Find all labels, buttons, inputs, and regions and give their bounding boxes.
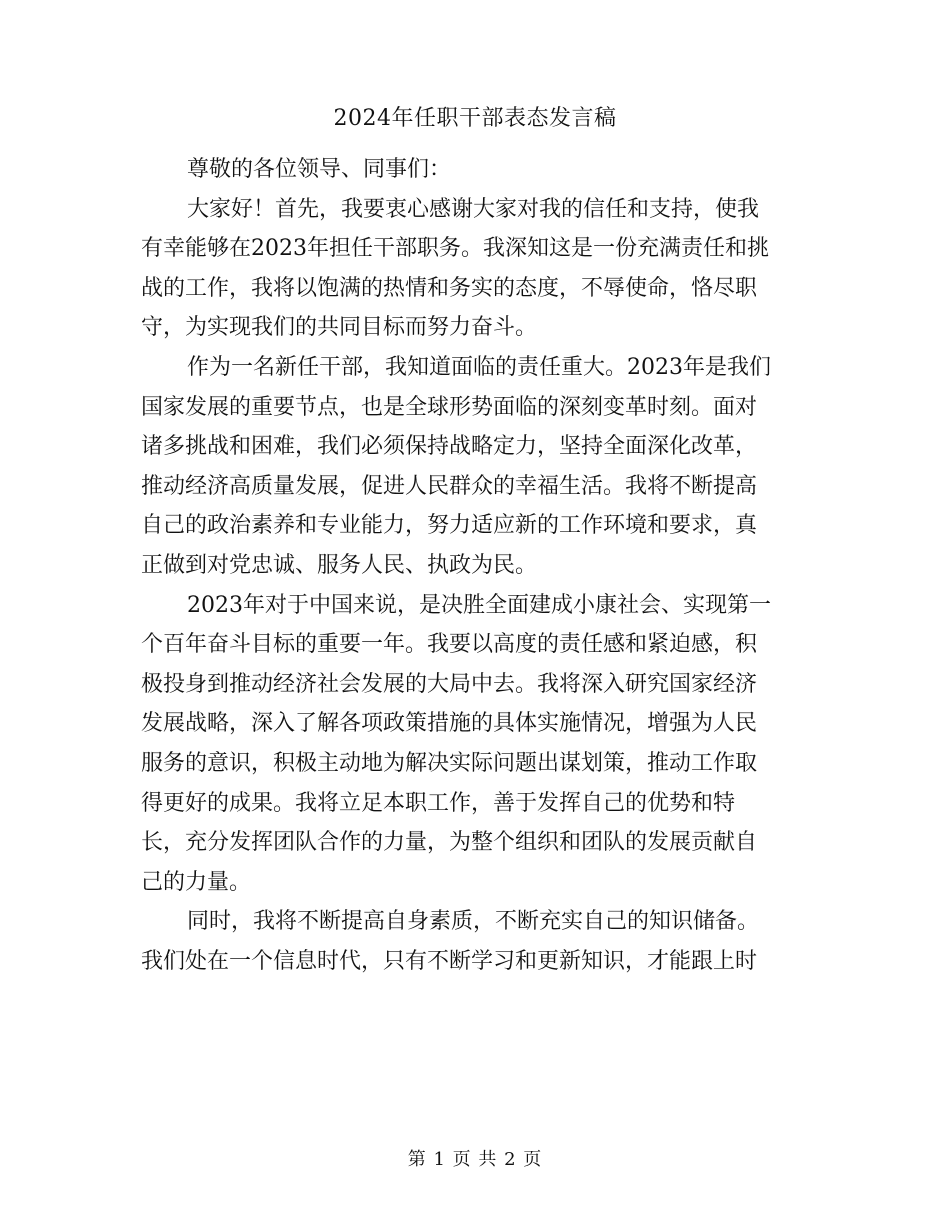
paragraph-line: 我们处在一个信息时代，只有不断学习和更新知识，才能跟上时 [141, 948, 758, 974]
paragraph-line: 正做到对党忠诚、服务人民、执政为民。 [141, 552, 538, 578]
paragraph-2 [141, 348, 809, 586]
salutation: 尊敬的各位领导、同事们： [187, 157, 452, 182]
document-title: 2024年任职干部表态发言稿 [333, 106, 617, 131]
paragraph-line: 得更好的成果。我将立足本职工作，善于发挥自己的优势和特 [141, 790, 736, 816]
paragraph-line: 发展战略，深入了解各项政策措施的具体实施情况，增强为人民 [141, 711, 758, 737]
paragraph-4 [141, 902, 809, 981]
paragraph-line: 有幸能够在2023年担任干部职务。我深知这是一份充满责任和挑 [141, 236, 769, 262]
paragraph-line: 推动经济高质量发展，促进人民群众的幸福生活。我将不断提高 [141, 473, 758, 499]
paragraph-line: 战的工作，我将以饱满的热情和务实的态度，不辱使命，恪尽职 [141, 275, 758, 301]
paragraph-line: 自己的政治素养和专业能力，努力适应新的工作环境和要求，真 [141, 513, 758, 539]
paragraph-line: 长，充分发挥团队合作的力量，为整个组织和团队的发展贡献自 [141, 830, 758, 856]
paragraph-1 [141, 190, 809, 348]
paragraph-line: 服务的意识，积极主动地为解决实际问题出谋划策，推动工作取 [141, 750, 758, 776]
paragraph-line: 作为一名新任干部，我知道面临的责任重大。2023年是我们 [187, 354, 771, 380]
paragraph-line: 极投身到推动经济社会发展的大局中去。我将深入研究国家经济 [141, 671, 758, 697]
paragraph-line: 个百年奋斗目标的重要一年。我要以高度的责任感和紧迫感，积 [141, 632, 758, 658]
paragraph-3 [141, 586, 809, 903]
paragraph-line: 守，为实现我们的共同目标而努力奋斗。 [141, 315, 538, 341]
paragraph-line: 诸多挑战和困难，我们必须保持战略定力，坚持全面深化改革， [141, 434, 758, 460]
paragraph-line: 国家发展的重要节点，也是全球形势面临的深刻变革时刻。面对 [141, 394, 758, 420]
paragraph-line: 同时，我将不断提高自身素质，不断充实自己的知识储备。 [187, 909, 760, 935]
paragraph-line: 2023年对于中国来说，是决胜全面建成小康社会、实现第一 [187, 592, 771, 618]
page-footer: 第 1 页 共 2 页 [407, 1149, 543, 1170]
document-body [141, 150, 809, 981]
paragraph-line: 大家好！首先，我要衷心感谢大家对我的信任和支持，使我 [187, 196, 760, 222]
paragraph-line: 己的力量。 [141, 869, 252, 895]
